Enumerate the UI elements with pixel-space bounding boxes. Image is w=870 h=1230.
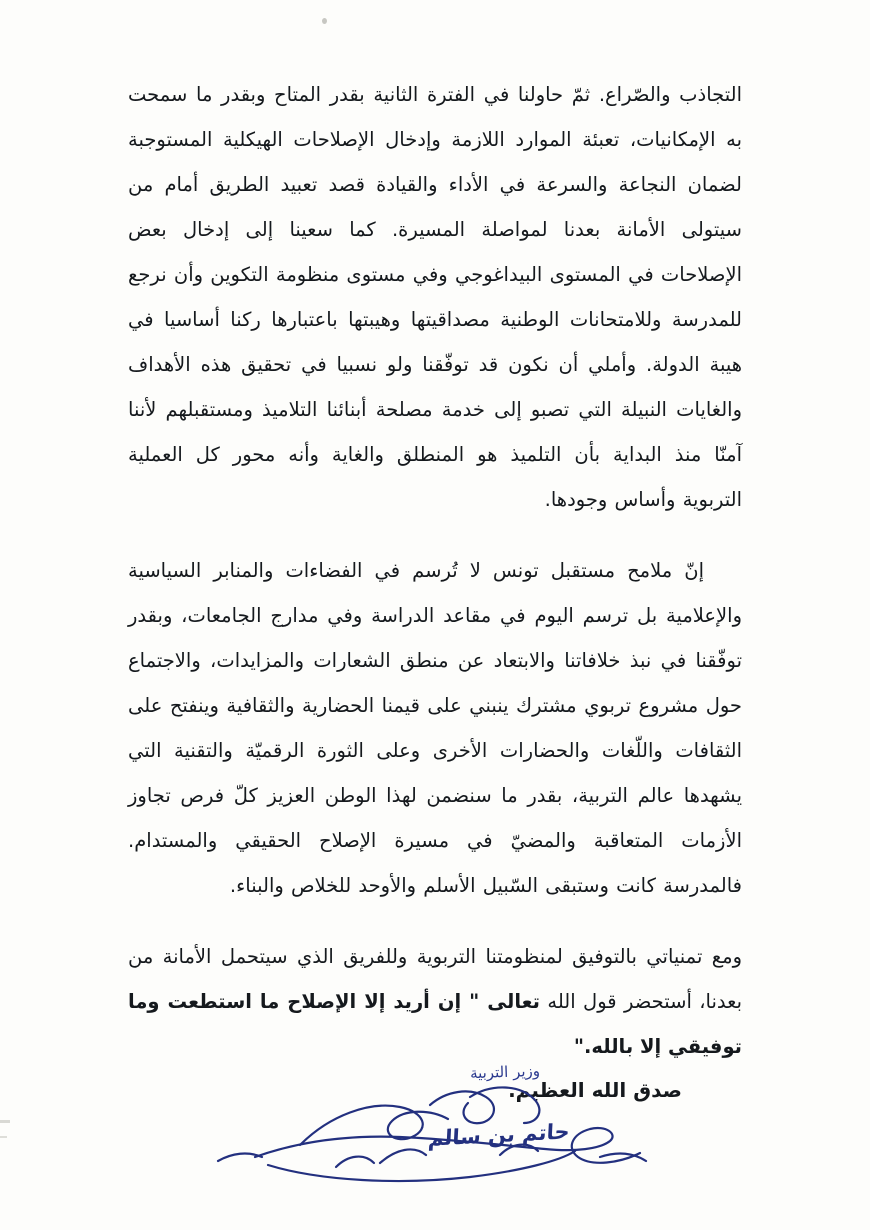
sadaq-allah-line: صدق الله العظيم. xyxy=(508,1078,682,1102)
closing-quote: " إن أريد إلا الإصلاح ما استطعت وما توفيقي إلا بالله." xyxy=(128,990,742,1058)
signature-block xyxy=(0,1045,870,1195)
signature-name: حاتم بن سالم xyxy=(427,1119,571,1151)
paragraph-1: التجاذب والصّراع. ثمّ حاولنا في الفترة الثانية بقدر المتاح وبقدر ما سمحت به الإمكانيات، تعبئة الموارد اللازمة وإدخال الإصلاحات الهيكلية المستوجبة لضمان النجاعة والسرعة في الأداء والقيادة قصد تعبيد الطريق أمام من سيتولى الأمانة بعدنا لمواصلة المسيرة. كما سعينا إلى إدخال بعض الإصلاحات في المستوى البيداغوجي وفي مستوى منظومة التكوين وأن نرجع للمدرسة وللامتحانات الوطنية مصداقيتها وهيبتها باعتبارها ركنا أساسيا في هيبة الدولة. وأملي أن نكون قد توفّقنا ولو نسبيا في تحقيق هذه الأهداف والغايات النبيلة التي تصبو إلى خدمة مصلحة أبنائنا التلاميذ ومستقبلهم لأننا آمنّا منذ البداية بأن التلميذ هو المنطلق والغاية وأنه محور كل العملية التربوية وأساس وجودها. xyxy=(128,83,742,511)
closing-intro: ومع تمنياتي بالتوفيق لمنظومتنا التربوية وللفريق الذي سيتحمل الأمانة من بعدنا، أستحضر قول الله xyxy=(128,945,742,1013)
closing-taala: تعالى xyxy=(487,990,540,1013)
scan-speckle-icon xyxy=(322,18,327,24)
document-body xyxy=(128,72,742,1111)
paragraph-2: إنّ ملامح مستقبل تونس لا تُرسم في الفضاءات والمنابر السياسية والإعلامية بل ترسم اليوم في مقاعد الدراسة وفي مدارج الجامعات، وبقدر توفّقنا في نبذ خلافاتنا والابتعاد عن منطق الشعارات والمزايدات، والاجتماع حول مشروع تربوي مشترك ينبني على قيمنا الحضارية والثقافية وينفتح على الثقافات واللّغات والحضارات الأخرى وعلى الثورة الرقميّة والتقنية التي يشهدها عالم التربية، بقدر ما سنضمن لهذا الوطن العزيز كلّ فرص تجاوز الأزمات المتعاقبة والمضيّ في مسيرة الإصلاح الحقيقي والمستدام. فالمدرسة كانت وستبقى السّبيل الأسلم والأوحد للخلاص والبناء. xyxy=(128,559,742,897)
signature-title: وزير التربية xyxy=(469,1061,541,1083)
handwritten-signature-icon xyxy=(0,1045,870,1195)
